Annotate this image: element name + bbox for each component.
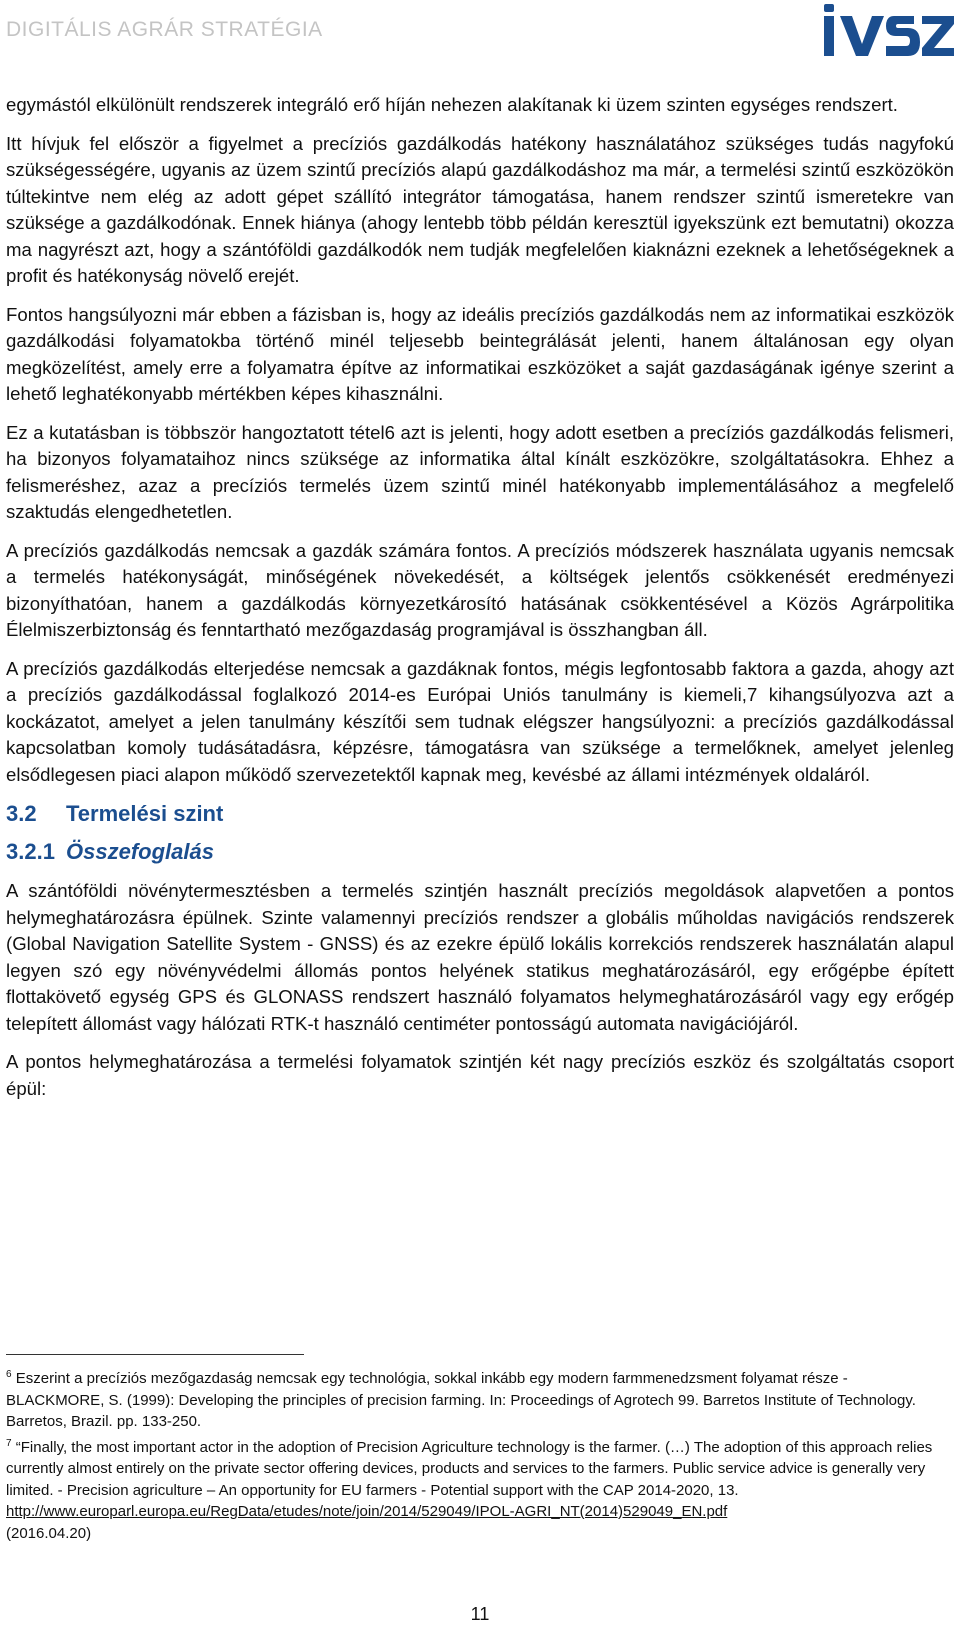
subsection-title: Összefoglalás [66,839,214,864]
footnote-divider [6,1354,304,1355]
paragraph: egymástól elkülönült rendszerek integráló erő híján nehezen alakítanak ki üzem szinten egységes rendszert. [6,94,898,115]
ivsz-logo [822,2,956,62]
footnote-text: “Finally, the most important actor in the adoption of Precision Agriculture technology is the farmer. (…) The adoption of this approach relies currently almost entirely on the private sector offering devices, products and services to the farmers. Public service advice is generally very limited. - Precision agriculture – An opportunity for EU farmers - Potential support with the CAP 2014-2020, 13. [6,1438,933,1499]
footnote-link[interactable]: http://www.europarl.europa.eu/RegData/etudes/note/join/2014/529049/IPOL-AGRI_NT(2014)529049_EN.pdf [6,1503,728,1520]
paragraph: A precíziós gazdálkodás nemcsak a gazdák számára fontos. A precíziós módszerek használata ugyanis nemcsak a termelés hatékonyságát, minőségének növekedését, a költségek jelentős csökkenését eredményezi bizonyíthatóan, hanem a gazdálkodás környezetkárosító hatásának csökkentésével a Közös Agrárpolitika Élelmiszerbiztonság és fenntartható mezőgazdaság programjával is összhangban áll. [6,539,954,640]
footnote-mark: 7 [6,1437,12,1449]
footnotes [6,1364,946,1544]
logo-text: IVSZ [822,2,825,3]
footnote-date: (2016.04.20) [6,1524,92,1542]
header-title: DIGITÁLIS AGRÁR STRATÉGIA [6,18,323,41]
paragraph: A pontos helymeghatározása a termelési folyamatok szintjén két nagy precíziós eszköz és szolgáltatás csoport épül: [6,1051,954,1099]
section-number: 3.2 [6,801,37,826]
paragraph: Fontos hangsúlyozni már ebben a fázisban is, hogy az ideális precíziós gazdálkodás nem az informatikai eszközök gazdálkodási folyamatokba történő minél teljesebb beintegrálását jelenti, hanem általánosan egy olyan megközelítést, amely erre a folyamatra építve az informatikai eszközöket a saját gazdaságának igénye szerint a lehető leghatékonyabb mértékben képes kihasználni. [6,303,954,404]
main-content [6,92,954,1114]
footnote-6 [6,1364,946,1433]
footnote-text: Eszerint a precíziós mezőgazdaság nemcsak egy technológia, sokkal inkább egy modern farmmenedzsment folyamat része - BLACKMORE, S. (1999): Developing the principles of precision farming. In: Proceedings of Agrotech 99. Barretos Institute of Technology. Barretos, Brazil. pp. 133-250. [6,1370,916,1430]
section-title: Termelési szint [66,801,224,826]
section-heading [6,800,954,828]
paragraph: A precíziós gazdálkodás elterjedése nemcsak a gazdáknak fontos, mégis legfontosabb faktora a gazda, ahogy azt a precíziós gazdálkodással foglalkozó 2014-es Európai Uniós tanulmány is kiemeli,7 kihangsúlyozva azt a kockázatot, amelyet a jelen tanulmány készítői sem tudnak elégszer hangsúlyozni: a precíziós gazdálkodással kapcsolatban komoly tudásátadásra, képzésre, támogatásra van szüksége a termelőknek, amelyet jelenleg elsődlegesen piaci alapon működő szervezetektől kapnak meg, kevésbé az állami intézmények oldaláról. [6,657,954,785]
footnote-mark: 6 [6,1369,12,1380]
paragraph: Ez a kutatásban is többször hangoztatott tétel6 azt is jelenti, hogy adott esetben a precíziós gazdálkodás felismeri, ha bizonyos folyamataihoz nincs szüksége az informatika által kínált eszközökre, szolgáltatásokra. Ehhez a felismeréshez, azaz a precíziós termelés üzem szintű minél hatékonyabb implementálásához a megfelelő szaktudás elengedhetetlen. [6,421,954,522]
subsection-heading [6,838,954,866]
page-number: 11 [470,1604,490,1624]
footnote-7 [6,1433,946,1545]
paragraph: Itt hívjuk fel először a figyelmet a precíziós gazdálkodás hatékony használatához szükséges tudás nagyfokú szükségességére, ugyanis az üzem szintű precíziós alapú gazdálkodáshoz ma már, a termelési szintű eszközökön túltekintve nem elég az adott gépet szállító integrátor támogatása, hanem rendszer szintű ismeretekre van szüksége a gazdálkodónak. Ennek hiánya (ahogy lentebb több példán keresztül igyekszünk ezt bemutatni) okozza ma nagyrészt azt, hogy a szántóföldi gazdálkodók nem tudják megfelelően kiaknázni ezeknek a lehetőségeknek a profit és hatékonyság növelő erejét. [6,132,954,286]
paragraph: A szántóföldi növénytermesztésben a termelés szintjén használt precíziós megoldások alapvetően a pontos helymeghatározásra épülnek. Szinte valamennyi precíziós rendszer a globális műholdas navigációs rendszerek (Global Navigation Satellite System - GNSS) és az ezekre épülő lokális korrekciós rendszerek használatán alapul legyen szó egy növényvédelmi állomás pontos helyének statikus meghatározásáról, egy erőgépbe épített flottakövető egység GPS és GLONASS rendszert használó folyamatos helymeghatározásáról vagy egy erőgép telepített állomást vagy hálózati RTK-t használó centiméter pontosságú automata navigációjáról. [6,880,954,1034]
subsection-number: 3.2.1 [6,839,55,864]
